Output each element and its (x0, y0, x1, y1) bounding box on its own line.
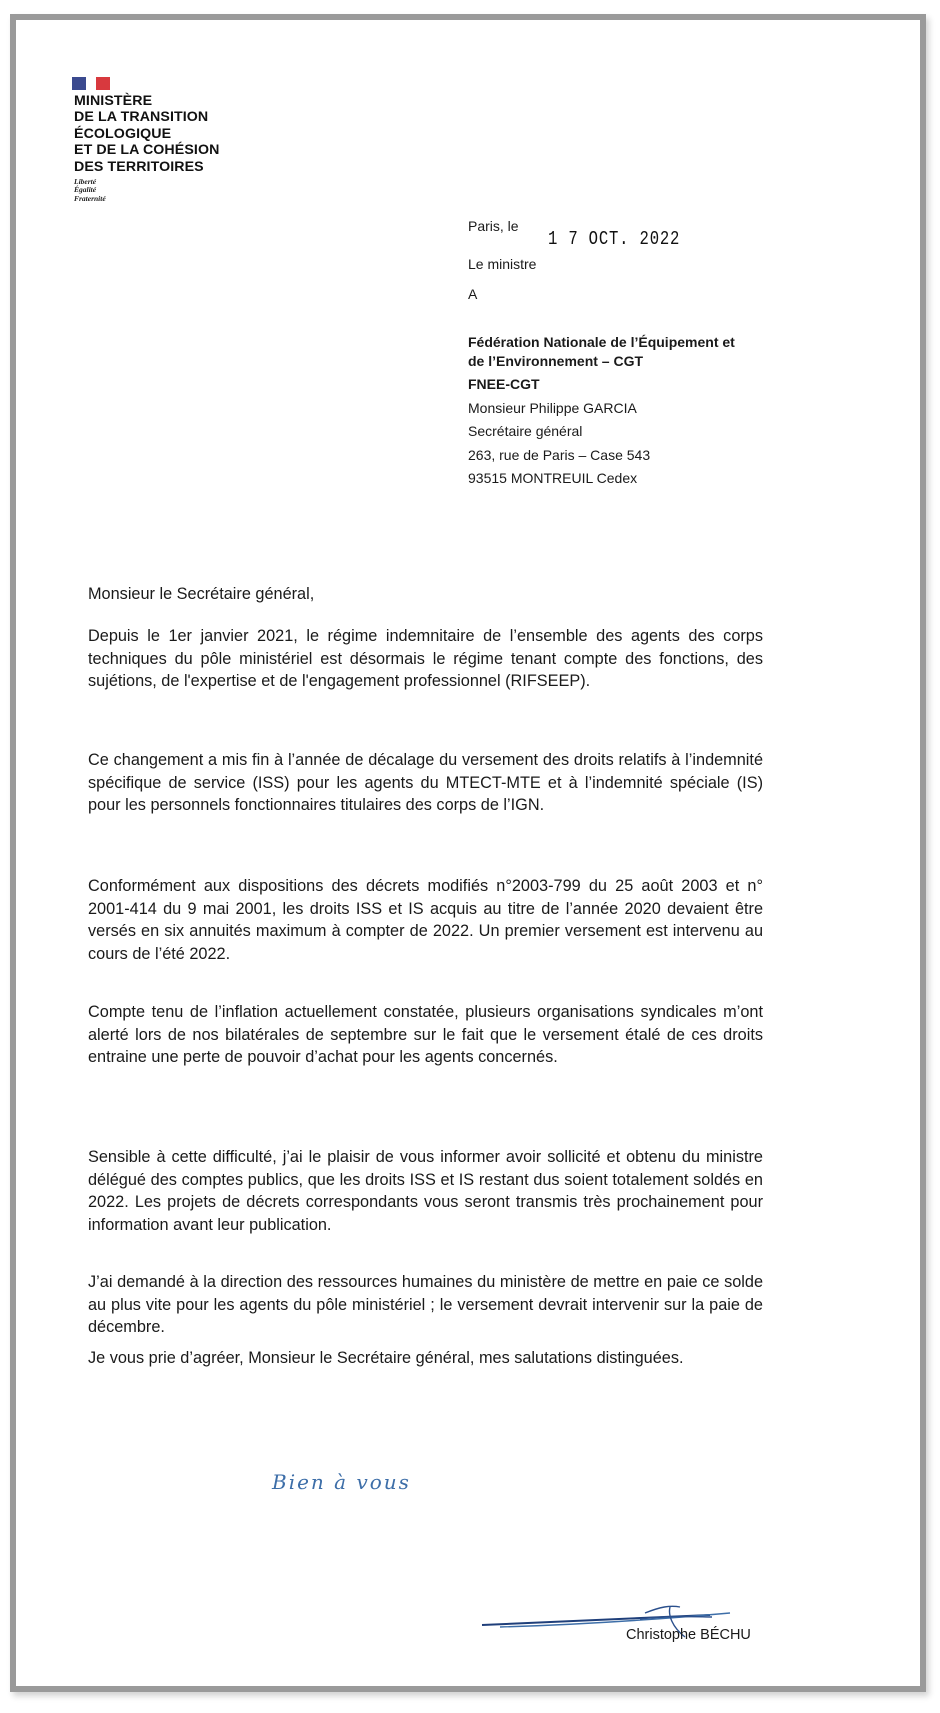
ministry-line: DE LA TRANSITION (74, 109, 209, 126)
recipient-city: 93515 MONTREUIL Cedex (468, 470, 638, 486)
signatory-name: Christophe BÉCHU (626, 1627, 751, 1643)
motto-line: Égalité (74, 185, 97, 195)
ministry-line: DES TERRITOIRES (74, 158, 204, 175)
paragraph: J’ai demandé à la direction des ressources humaines du ministère de mettre en paie ce solde au plus vite pour les agents du pôle ministériel ; le versement devrait intervenir sur la paie de décembre. (88, 1273, 763, 1336)
flag-white-band (86, 77, 96, 90)
paragraph: Depuis le 1er janvier 2021, le régime indemnitaire de l’ensemble des agents des corps techniques du pôle ministériel est désormais le régime tenant compte des fonctions, des sujétions, de l'expertise et de l'engagement professionnel (RIFSEEP). (88, 627, 763, 690)
republic-motto (74, 178, 106, 203)
organization-line: de l’Environnement – CGT (468, 352, 644, 369)
recipient-title: Secrétaire général (468, 423, 583, 439)
sender-label: Le ministre (468, 256, 537, 272)
to-label: A (468, 286, 478, 302)
marianne-flag-logo (72, 77, 110, 90)
paragraph: Compte tenu de l’inflation actuellement constatée, plusieurs organisations syndicales m’ont alerté lors de nos bilatérales de septembre sur le fait que le versement étalé de ces droits entraine une perte de pouvoir d’achat pour les agents concernés. (88, 1003, 763, 1066)
organization-line: Fédération Nationale de l’Équipement et (468, 334, 735, 350)
motto-line: Fraternité (74, 193, 106, 203)
recipient-name: Monsieur Philippe GARCIA (468, 399, 637, 416)
ministry-line: ÉCOLOGIQUE (74, 125, 172, 142)
ministry-line: ET DE LA COHÉSION (74, 142, 220, 159)
recipient-street: 263, rue de Paris – Case 543 (468, 446, 651, 463)
flag-blue-band (72, 77, 86, 90)
paragraph: Ce changement a mis fin à l’année de décalage du versement des droits relatifs à l’indemnité spécifique de service (ISS) pour les agents du MTECT-MTE et à l’indemnité spéciale (IS) pour les personnels fonctionnaires titulaires des corps de l’IGN. (88, 751, 763, 814)
motto-line: Liberté (74, 177, 97, 186)
paragraph: Sensible à cette difficulté, j’ai le plaisir de vous informer avoir sollicité et obtenu du ministre délégué des comptes publics, que les droits ISS et IS restant dus soient totalement soldés en 2022. Les projets de décrets correspondants vous seront transmis très prochainement pour information avant leur publication. (88, 1148, 763, 1234)
recipient-acronym: FNEE-CGT (468, 376, 540, 392)
date-stamp: 1 7 OCT. 2022 (548, 228, 681, 250)
closing-formula: Je vous prie d’agréer, Monsieur le Secrétaire général, mes salutations distinguées. (88, 1349, 684, 1367)
handwritten-note: Bien à vous (272, 1470, 411, 1494)
ministry-line: MINISTÈRE (74, 93, 153, 109)
ministry-name (74, 93, 219, 175)
paragraph: Conformément aux dispositions des décrets modifiés n°2003-799 du 25 août 2003 et n° 2001-414 du 9 mai 2001, les droits ISS et IS acquis au titre de l’année 2020 devaient être versés en six annuités maximum à compter de 2022. Un premier versement est intervenu au cours de l’été 2022. (88, 877, 763, 963)
flag-red-band (96, 77, 110, 90)
recipient-organization (468, 333, 735, 370)
place-label: Paris, le (468, 218, 519, 234)
salutation: Monsieur le Secrétaire général, (88, 585, 315, 603)
recipient-address (468, 333, 735, 491)
